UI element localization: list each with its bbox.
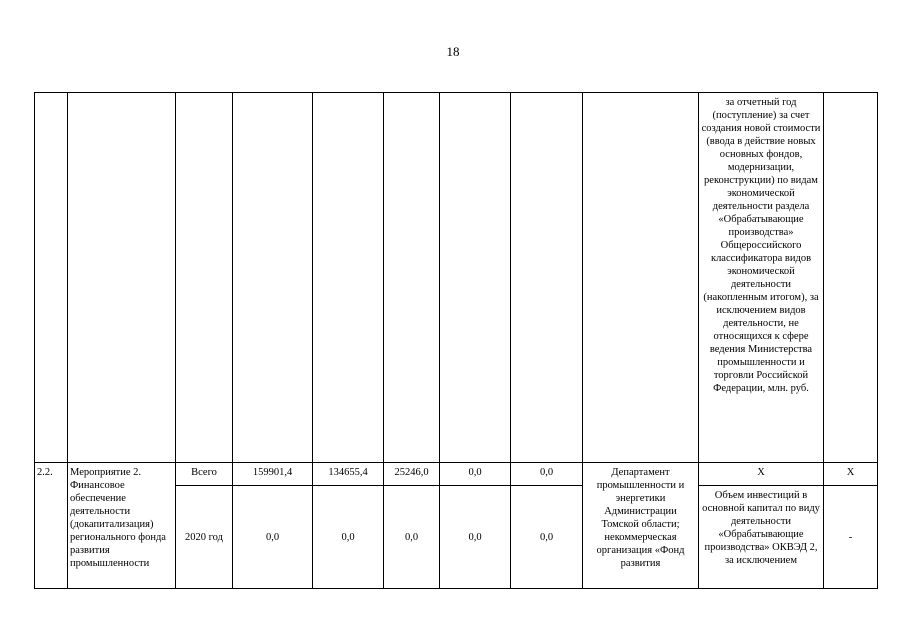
continuation-row	[35, 93, 878, 463]
value-cell: 0,0	[511, 486, 583, 589]
empty-cell	[35, 93, 68, 463]
page-number: 18	[446, 44, 460, 59]
indicator-value-cell: -	[824, 486, 878, 589]
empty-cell	[384, 93, 440, 463]
empty-cell	[313, 93, 384, 463]
empty-cell	[440, 93, 511, 463]
value-cell: 0,0	[440, 486, 511, 589]
indicator-cell: Объем инвестиций в основной капитал по виду деятельности «Обрабатывающие производства» ОКВЭД 2, за исключением	[699, 486, 824, 589]
value-cell: 0,0	[511, 463, 583, 486]
empty-cell	[233, 93, 313, 463]
empty-cell	[68, 93, 176, 463]
value-cell: 25246,0	[384, 463, 440, 486]
empty-cell	[583, 93, 699, 463]
measure-name: Мероприятие 2. Финансовое обеспечение деятельности (докапитализация) регионального фонда развития промышленности	[68, 463, 176, 589]
table-row	[35, 463, 878, 486]
value-cell: 134655,4	[313, 463, 384, 486]
empty-cell	[176, 93, 233, 463]
value-cell: 0,0	[313, 486, 384, 589]
empty-cell	[511, 93, 583, 463]
value-cell: 0,0	[233, 486, 313, 589]
indicator-value-cell: X	[824, 463, 878, 486]
executor-cell: Департамент промышленности и энергетики Администрации Томской области; некоммерческая организация «Фонд развития	[583, 463, 699, 589]
empty-cell	[824, 93, 878, 463]
value-cell: 159901,4	[233, 463, 313, 486]
indicator-continuation: за отчетный год (поступление) за счет создания новой стоимости (ввода в действие новых основных фондов, модернизации, реконструкции) по видам экономической деятельности раздела «Обрабатывающие производства» Общероссийского классификатора видов экономической деятельности (накопленным итогом), за исключением видов деятельности, не относящихся к сфере ведения Министерства промышленности и торговли Российской Федерации, млн. руб.	[699, 93, 824, 463]
value-cell: 0,0	[440, 463, 511, 486]
indicator-cell: X	[699, 463, 824, 486]
measure-number: 2.2.	[35, 463, 68, 589]
period-cell: Всего	[176, 463, 233, 486]
period-cell: 2020 год	[176, 486, 233, 589]
value-cell: 0,0	[384, 486, 440, 589]
measures-table	[34, 92, 878, 589]
